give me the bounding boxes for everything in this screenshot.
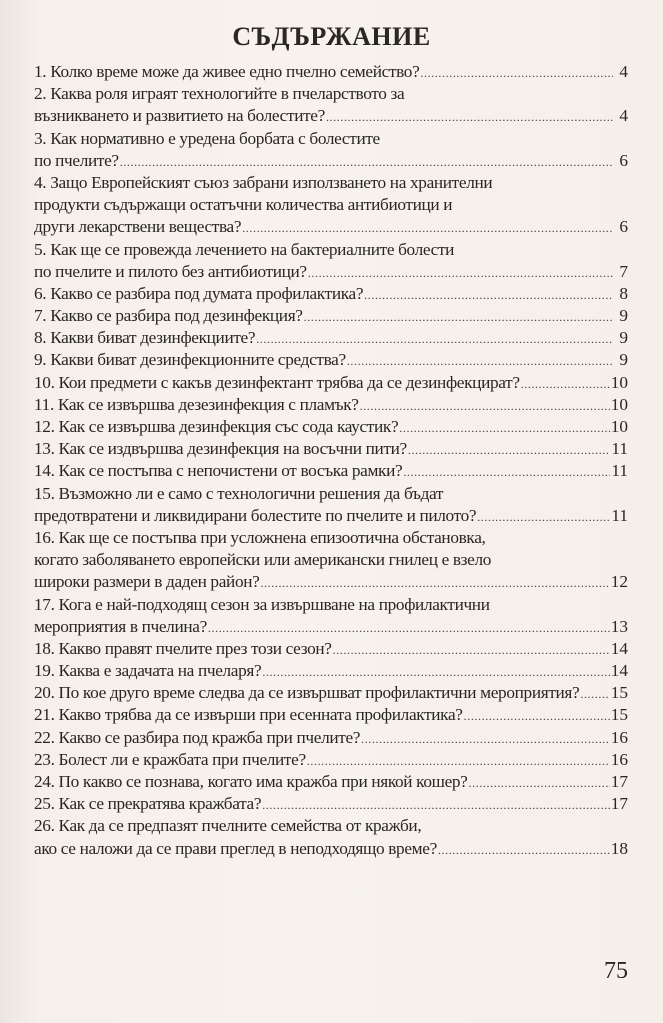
toc-line [34, 83, 628, 105]
toc-line [34, 327, 628, 349]
dot-leader [260, 572, 609, 594]
toc-entry [34, 305, 628, 327]
toc-page-number: 14 [610, 638, 628, 658]
toc-line [34, 372, 628, 394]
toc-entry-text: 3. Как нормативно е уредена борбата с болестите [34, 128, 380, 148]
toc-line [34, 660, 628, 682]
dot-leader [403, 461, 610, 483]
toc-entry-text: 6. Какво се разбира под думата профилактика? [34, 283, 364, 303]
dot-leader [120, 151, 613, 173]
toc-entry [34, 283, 628, 305]
toc-entry [34, 349, 628, 371]
toc-line [34, 815, 628, 837]
toc-entry-text: продукти съдържащи остатъчни количества антибиотици и [34, 195, 453, 215]
toc-entry-text: по пчелите? [34, 150, 119, 170]
dot-leader [438, 839, 610, 861]
toc-entry [34, 61, 628, 83]
toc-entry [34, 327, 628, 349]
toc-entry-text: възникването и развитието на болестите? [34, 106, 325, 126]
toc-entry-text: 26. Как да се предпазят пчелните семейства от кражби, [34, 816, 422, 836]
toc-entry [34, 793, 628, 815]
toc-line [34, 549, 628, 571]
toc-entry [34, 594, 628, 638]
toc-entry [34, 682, 628, 704]
toc-page-number: 4 [619, 62, 628, 81]
dot-leader [333, 639, 610, 661]
toc-entry-text: 12. Как се извършва дезинфекция със сода каустик? [34, 417, 399, 436]
toc-entry-text: 24. По какво се познава, когато има кражба при някой кошер? [34, 772, 468, 791]
toc-line [34, 128, 628, 150]
toc-entry [34, 527, 628, 594]
toc-entry [34, 483, 628, 527]
dot-leader [326, 106, 613, 128]
toc-entry-text: 2. Каква роля играят технологийте в пчеларството за [34, 84, 405, 104]
toc-line [34, 283, 628, 305]
toc-entry-text: 1. Колко време може да живее едно пчелно семейство? [34, 62, 420, 81]
toc-line [34, 771, 628, 793]
toc-entry-text: 17. Кога е най-подходящ сезон за извършване на профилактични [34, 594, 490, 614]
toc-entry-text: 5. Как ще се провежда лечението на бактериалните болести [34, 239, 455, 259]
toc-page-number: 6 [619, 150, 628, 170]
toc-page-number: 11 [611, 439, 628, 459]
toc-entry [34, 416, 628, 438]
toc-line [34, 150, 628, 172]
dot-leader [361, 728, 610, 750]
toc-entry-text: когато заболяването европейски или американски гнилец е взело [34, 550, 492, 570]
toc-line [34, 349, 628, 371]
dot-leader [308, 262, 613, 284]
dot-leader [399, 417, 609, 439]
dot-leader [477, 506, 610, 528]
toc-page-number: 10 [610, 417, 628, 436]
dot-leader [262, 661, 609, 683]
toc-entry-text: 10. Кои предмети с какъв дезинфектант трябва да се дезинфекцират? [34, 372, 520, 392]
toc-line [34, 261, 628, 283]
toc-line [34, 61, 628, 83]
toc-entry-text: 11. Как се извършва дезезинфекция с пламък? [34, 394, 359, 414]
toc-page-number: 9 [619, 350, 628, 370]
toc-line [34, 172, 628, 194]
toc-entry-text: мероприятия в пчелина? [34, 616, 207, 636]
toc-page-number: 17 [610, 794, 628, 814]
toc-line [34, 682, 628, 704]
toc-line [34, 216, 628, 238]
toc-entry-text: 25. Как се прекратява кражбата? [34, 794, 262, 814]
toc-page-number: 14 [610, 661, 628, 681]
toc-page-number: 17 [610, 772, 628, 791]
toc-entry-text: широки размери в даден район? [34, 572, 260, 592]
toc-entry-text: 18. Какво правят пчелите през този сезон? [34, 638, 332, 658]
table-of-contents [34, 61, 628, 860]
toc-line [34, 793, 628, 815]
toc-entry [34, 704, 628, 726]
toc-line [34, 394, 628, 416]
toc-line [34, 460, 628, 482]
toc-line [34, 105, 628, 127]
toc-entry [34, 815, 628, 859]
dot-leader [469, 772, 610, 794]
toc-page-number: 11 [611, 505, 628, 525]
dot-leader [307, 750, 610, 772]
toc-entry [34, 83, 628, 127]
toc-page-number: 6 [619, 217, 628, 237]
toc-line [34, 638, 628, 660]
toc-line [34, 749, 628, 771]
toc-entry-text: 21. Какво трябва да се извърши при есенната профилактика? [34, 705, 463, 725]
toc-entry-text: 13. Как се издвършва дезинфекция на восъчни пити? [34, 439, 407, 459]
dot-leader [304, 306, 613, 328]
toc-page-number: 16 [610, 749, 628, 769]
toc-entry [34, 172, 628, 239]
toc-page-number: 9 [619, 306, 628, 326]
toc-line [34, 616, 628, 638]
toc-line [34, 239, 628, 261]
toc-entry [34, 372, 628, 394]
toc-line [34, 483, 628, 505]
toc-line [34, 305, 628, 327]
toc-entry [34, 460, 628, 482]
toc-entry-text: 22. Какво се разбира под кражба при пчелите? [34, 727, 361, 747]
toc-page-number: 10 [610, 372, 628, 392]
toc-page-number: 11 [611, 461, 628, 481]
toc-line [34, 838, 628, 860]
page-number: 75 [604, 958, 628, 984]
toc-page-number: 12 [610, 572, 628, 592]
toc-page-number: 4 [619, 106, 628, 126]
toc-line [34, 438, 628, 460]
dot-leader [464, 705, 610, 727]
toc-entry [34, 394, 628, 416]
toc-page-number: 18 [610, 838, 628, 858]
toc-entry [34, 438, 628, 460]
toc-entry-text: 20. По кое друго време следва да се извършват профилактични мероприятия? [34, 683, 580, 703]
dot-leader [360, 395, 610, 417]
toc-line [34, 527, 628, 549]
dot-leader [364, 284, 613, 306]
toc-entry-text: 23. Болест ли е кражбата при пчелите? [34, 749, 306, 769]
toc-line [34, 571, 628, 593]
dot-leader [256, 328, 613, 350]
dot-leader [262, 794, 610, 816]
toc-entry [34, 749, 628, 771]
toc-entry-text: 16. Как ще се постъпва при усложнена епизоотична обстановка, [34, 527, 486, 547]
toc-page-number: 10 [610, 394, 628, 414]
toc-page-number: 9 [619, 328, 628, 348]
toc-entry-text: 8. Какви биват дезинфекциите? [34, 328, 256, 348]
dot-leader [347, 350, 613, 372]
toc-page-number: 7 [619, 261, 628, 281]
toc-entry-text: 7. Какво се разбира под дезинфекция? [34, 306, 303, 326]
toc-entry-text: 9. Какви биват дезинфекционните средства? [34, 350, 346, 370]
dot-leader [521, 373, 610, 395]
toc-entry [34, 239, 628, 283]
toc-entry-text: други лекарствени вещества? [34, 217, 242, 237]
toc-entry-text: ако се наложи да се прави преглед в неподходящо време? [34, 838, 437, 858]
toc-page-number: 15 [610, 705, 628, 725]
toc-line [34, 505, 628, 527]
toc-page-number: 15 [610, 683, 628, 703]
dot-leader [208, 617, 610, 639]
dot-leader [408, 439, 610, 461]
toc-page-number: 16 [610, 727, 628, 747]
toc-line [34, 194, 628, 216]
toc-line [34, 704, 628, 726]
toc-entry [34, 638, 628, 660]
toc-entry-text: 19. Каква е задачата на пчеларя? [34, 661, 262, 681]
dot-leader [420, 62, 613, 84]
toc-entry [34, 727, 628, 749]
toc-entry [34, 771, 628, 793]
toc-entry-text: по пчелите и пилото без антибиотици? [34, 261, 307, 281]
toc-entry-text: 15. Възможно ли е само с технологични решения да бъдат [34, 483, 444, 503]
toc-page-number: 13 [610, 616, 628, 636]
toc-entry-text: 14. Как се постъпва с непочистени от восъка рамки? [34, 461, 403, 481]
toc-entry [34, 660, 628, 682]
toc-line [34, 594, 628, 616]
dot-leader [580, 683, 609, 705]
toc-entry-text: предотвратени и ликвидирани болестите по пчелите и пилото? [34, 505, 477, 525]
toc-entry [34, 128, 628, 172]
toc-entry-text: 4. Защо Европейският съюз забрани използването на хранителни [34, 172, 493, 192]
toc-line [34, 416, 628, 438]
page-title: СЪДЪРЖАНИЕ [232, 22, 431, 51]
dot-leader [242, 217, 613, 239]
toc-page-number: 8 [619, 283, 628, 303]
toc-line [34, 727, 628, 749]
